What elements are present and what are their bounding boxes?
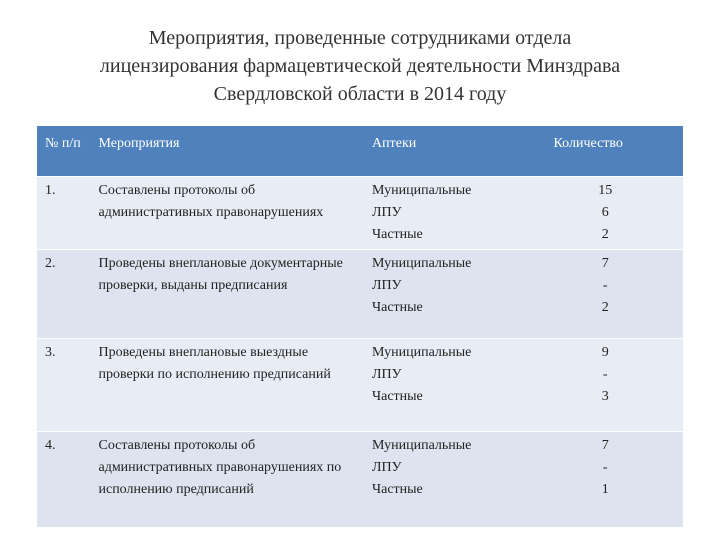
header-event: Мероприятия	[90, 126, 364, 177]
row-counts	[528, 339, 683, 432]
count-lpu: -	[602, 460, 608, 475]
row-num: 3.	[37, 339, 90, 432]
header-pharmacies: Аптеки	[364, 126, 528, 177]
count-lpu: -	[602, 367, 608, 382]
count-private: 3	[601, 389, 609, 404]
row-num: 4.	[37, 432, 90, 528]
pharmacy-municipal: Муниципальные	[372, 438, 472, 453]
row-event: Составлены протоколы об административных правонарушениях по исполнению предписаний	[90, 432, 364, 528]
header-num: № п/п	[37, 126, 90, 177]
row-counts	[528, 250, 683, 339]
count-private: 2	[601, 300, 609, 315]
count-private: 2	[601, 227, 609, 242]
pharmacy-private: Частные	[372, 227, 423, 242]
row-counts	[528, 432, 683, 528]
pharmacy-lpu: ЛПУ	[372, 367, 402, 382]
row-pharmacies	[364, 250, 528, 339]
count-municipal: 7	[601, 256, 609, 271]
row-pharmacies	[364, 177, 528, 250]
count-municipal: 7	[601, 438, 609, 453]
row-event: Составлены протоколы об административных правонарушениях	[90, 177, 364, 250]
pharmacy-private: Частные	[372, 389, 423, 404]
row-num: 2.	[37, 250, 90, 339]
pharmacy-private: Частные	[372, 482, 423, 497]
table-row	[37, 250, 683, 339]
row-pharmacies	[364, 432, 528, 528]
row-event: Проведены внеплановые документарные проверки, выданы предписания	[90, 250, 364, 339]
row-counts	[528, 177, 683, 250]
row-pharmacies	[364, 339, 528, 432]
pharmacy-municipal: Муниципальные	[372, 183, 472, 198]
count-lpu: 6	[601, 205, 609, 220]
table-row	[37, 339, 683, 432]
table-row	[37, 177, 683, 250]
count-municipal: 9	[601, 345, 609, 360]
count-municipal: 15	[598, 183, 613, 198]
pharmacy-municipal: Муниципальные	[372, 345, 472, 360]
count-lpu: -	[602, 278, 608, 293]
events-table	[37, 126, 683, 528]
row-num: 1.	[37, 177, 90, 250]
slide-title: Мероприятия, проведенные сотрудниками отдела лицензирования фармацевтической деятельности Минздрава Свердловской области в 2014 году	[99, 27, 621, 105]
pharmacy-lpu: ЛПУ	[372, 278, 402, 293]
table-row	[37, 432, 683, 528]
count-private: 1	[601, 482, 609, 497]
table-header-row	[37, 126, 683, 177]
row-event: Проведены внеплановые выездные проверки по исполнению предписаний	[90, 339, 364, 432]
pharmacy-lpu: ЛПУ	[372, 460, 402, 475]
pharmacy-private: Частные	[372, 300, 423, 315]
header-count: Количество	[528, 126, 683, 177]
pharmacy-lpu: ЛПУ	[372, 205, 402, 220]
pharmacy-municipal: Муниципальные	[372, 256, 472, 271]
